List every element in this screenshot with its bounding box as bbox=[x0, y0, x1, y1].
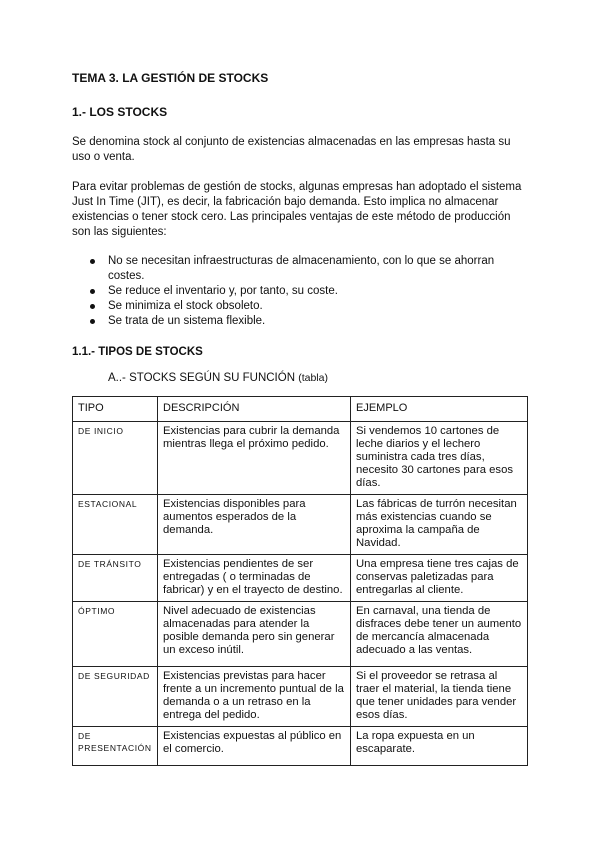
table-row bbox=[73, 727, 528, 766]
list-item bbox=[90, 284, 528, 299]
bullet-icon bbox=[90, 289, 95, 294]
cell-ejemplo: Una empresa tiene tres cajas de conservas paletizadas para entregarlas al cliente. bbox=[351, 555, 528, 602]
paragraph-definition: Se denomina stock al conjunto de existencias almacenadas en las empresas hasta su uso o venta. bbox=[72, 136, 511, 163]
column-header-tipo: TIPO bbox=[73, 397, 158, 422]
cell-descripcion: Existencias expuestas al público en el comercio. bbox=[158, 727, 351, 766]
list-item-text: Se minimiza el stock obsoleto. bbox=[108, 300, 263, 312]
list-item-text: Se reduce el inventario y, por tanto, su coste. bbox=[108, 285, 338, 297]
table-row bbox=[73, 667, 528, 727]
cell-tipo: DE TRÁNSITO bbox=[73, 555, 158, 602]
cell-tipo: ESTACIONAL bbox=[73, 495, 158, 555]
bullet-icon bbox=[90, 319, 95, 324]
subsection-heading-tipos: 1.1.- TIPOS DE STOCKS bbox=[72, 346, 203, 358]
stock-types-table bbox=[72, 396, 528, 766]
cell-descripcion: Existencias disponibles para aumentos esperados de la demanda. bbox=[158, 495, 351, 555]
cell-descripcion: Nivel adecuado de existencias almacenadas para atender la posible demanda pero sin generar un exceso inútil. bbox=[158, 602, 351, 667]
list-item bbox=[90, 254, 528, 284]
document-body bbox=[72, 70, 528, 386]
list-item-text: Se trata de un sistema flexible. bbox=[108, 315, 266, 327]
page-title: TEMA 3. LA GESTIÓN DE STOCKS bbox=[72, 71, 269, 85]
bullet-icon bbox=[90, 304, 95, 309]
list-item bbox=[90, 299, 528, 314]
table-caption-note: (tabla) bbox=[298, 372, 328, 384]
list-item-text: No se necesitan infraestructuras de almacenamiento, con lo que se ahorran costes. bbox=[108, 255, 495, 282]
cell-descripcion: Existencias pendientes de ser entregadas ( o terminadas de fabricar) y en el trayecto de destino. bbox=[158, 555, 351, 602]
table-row bbox=[73, 422, 528, 495]
cell-ejemplo: Si vendemos 10 cartones de leche diarios y el lechero suministra cada tres días, necesito 30 cartones para esos días. bbox=[351, 422, 528, 495]
cell-ejemplo: La ropa expuesta en un escaparate. bbox=[351, 727, 528, 766]
paragraph-jit: Para evitar problemas de gestión de stocks, algunas empresas han adoptado el sistema Just In Time (JIT), es decir, la fabricación bajo demanda. Esto implica no almacenar existencias o tener stock cero. Las principales ventajas de este método de producción son las siguientes: bbox=[72, 181, 522, 238]
table-caption-main: A..- STOCKS SEGÚN SU FUNCIÓN bbox=[108, 372, 296, 384]
cell-ejemplo: En carnaval, una tienda de disfraces debe tener un aumento de mercancía almacenada adecuado a las ventas. bbox=[351, 602, 528, 667]
list-item bbox=[90, 314, 528, 329]
table-row bbox=[73, 495, 528, 555]
table-header-row bbox=[73, 397, 528, 422]
table-caption bbox=[108, 371, 528, 386]
column-header-ejemplo: EJEMPLO bbox=[351, 397, 528, 422]
cell-tipo: DE PRESENTACIÓN bbox=[73, 727, 158, 766]
column-header-descripcion: DESCRIPCIÓN bbox=[158, 397, 351, 422]
cell-descripcion: Existencias previstas para hacer frente a un incremento puntual de la demanda o a un retraso en la entrega del pedido. bbox=[158, 667, 351, 727]
section-heading-los-stocks: 1.- LOS STOCKS bbox=[72, 105, 168, 119]
cell-ejemplo: Las fábricas de turrón necesitan más existencias cuando se aproxima la campaña de Navidad. bbox=[351, 495, 528, 555]
cell-ejemplo: Si el proveedor se retrasa al traer el material, la tienda tiene que tener unidades para vender esos días. bbox=[351, 667, 528, 727]
cell-tipo: DE INICIO bbox=[73, 422, 158, 495]
cell-tipo: DE SEGURIDAD bbox=[73, 667, 158, 727]
advantages-list bbox=[72, 254, 528, 329]
bullet-icon bbox=[90, 259, 95, 264]
table-row bbox=[73, 555, 528, 602]
cell-descripcion: Existencias para cubrir la demanda mientras llega el próximo pedido. bbox=[158, 422, 351, 495]
cell-tipo: ÓPTIMO bbox=[73, 602, 158, 667]
table-row bbox=[73, 602, 528, 667]
